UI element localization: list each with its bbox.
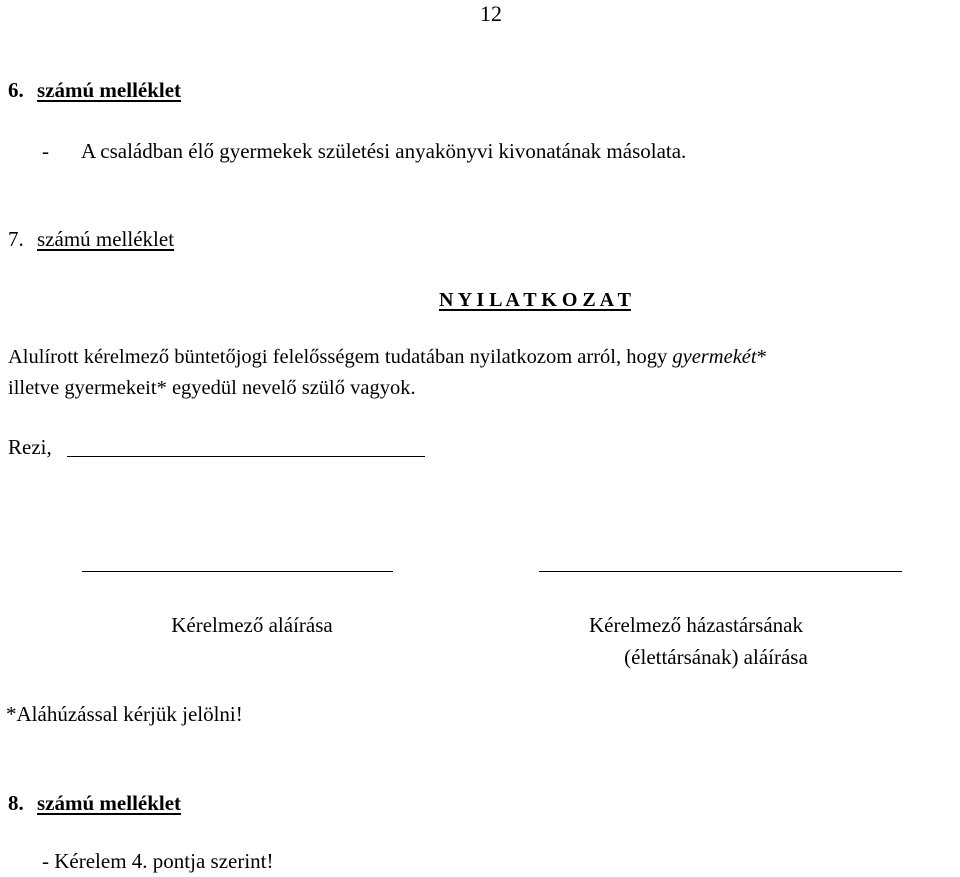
spouse-signature-line xyxy=(539,571,902,572)
annex6-item-text: A családban élő gyermekek születési anyakönyvi kivonatának másolata. xyxy=(81,139,687,163)
declaration-asterisk: * xyxy=(756,346,767,368)
spouse-signature-label-line2: (élettársának) aláírása xyxy=(624,645,808,669)
annex8-item-text: - Kérelem 4. pontja szerint! xyxy=(42,849,274,873)
annex7-number: 7. xyxy=(8,227,24,251)
annex7-title: számú melléklet xyxy=(37,227,175,251)
declaration-heading: N Y I L A T K O Z A T xyxy=(439,289,631,311)
annex6-heading xyxy=(8,80,181,101)
annex8-heading xyxy=(8,793,181,814)
annex6-number: 6. xyxy=(8,78,24,102)
annex6-title: számú melléklet xyxy=(37,78,182,102)
declaration-body-line1 xyxy=(8,347,767,368)
annex8-number: 8. xyxy=(8,791,24,815)
applicant-signature-label: Kérelmező aláírása xyxy=(171,613,333,637)
applicant-signature-line xyxy=(82,571,393,572)
declaration-body-prefix: Alulírott kérelmező büntetőjogi felelősségem tudatában nyilatkozom arról, hogy xyxy=(8,346,673,368)
annex8-title: számú melléklet xyxy=(37,791,182,815)
spouse-signature-label-line1: Kérelmező házastársának xyxy=(589,613,803,637)
declaration-body-line2: illetve gyermekeit* egyedül nevelő szülő vagyok. xyxy=(8,377,416,399)
date-line xyxy=(67,456,425,457)
place-label: Rezi, xyxy=(8,435,52,459)
annex7-heading xyxy=(8,229,174,250)
declaration-child-option: gyermekét xyxy=(672,346,757,368)
page-number: 12 xyxy=(480,1,502,26)
footnote: *Aláhúzással kérjük jelölni! xyxy=(6,702,243,726)
annex6-item-dash: - xyxy=(42,139,49,163)
